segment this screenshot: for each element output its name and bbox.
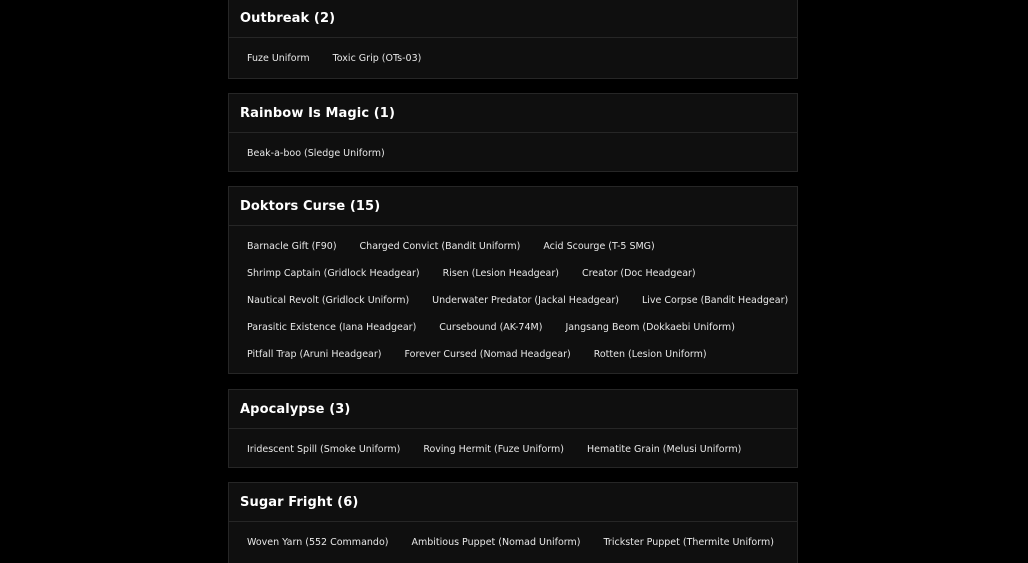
section-items xyxy=(229,38,797,72)
item-link[interactable]: Charged Convict (Bandit Uniform) xyxy=(359,241,521,252)
item-link[interactable]: Parasitic Existence (Iana Headgear) xyxy=(247,322,417,333)
section-doktors-curse xyxy=(228,186,798,374)
section-header xyxy=(229,187,797,226)
item-link[interactable]: Fuze Uniform xyxy=(247,53,310,64)
item-row xyxy=(235,341,797,368)
section-items xyxy=(229,522,797,556)
item-row xyxy=(235,260,797,287)
item-link[interactable]: Acid Scourge (T-5 SMG) xyxy=(543,241,655,252)
item-link[interactable]: Iridescent Spill (Smoke Uniform) xyxy=(247,444,401,455)
section-sugar-fright xyxy=(228,482,798,563)
item-link[interactable]: Underwater Predator (Jackal Headgear) xyxy=(432,295,619,306)
item-row xyxy=(235,314,797,341)
item-row xyxy=(235,529,797,556)
item-row xyxy=(235,140,797,167)
section-apocalypse xyxy=(228,389,798,468)
item-row xyxy=(235,233,797,260)
item-link[interactable]: Rotten (Lesion Uniform) xyxy=(593,349,707,360)
section-items xyxy=(229,226,797,368)
item-link[interactable]: Ambitious Puppet (Nomad Uniform) xyxy=(411,537,581,548)
item-link[interactable]: Woven Yarn (552 Commando) xyxy=(247,537,389,548)
item-link[interactable]: Trickster Puppet (Thermite Uniform) xyxy=(603,537,774,548)
item-link[interactable]: Beak-a-boo (Sledge Uniform) xyxy=(247,148,385,159)
section-items xyxy=(229,133,797,167)
item-row xyxy=(235,436,797,463)
section-title: Apocalypse (3) xyxy=(240,401,351,417)
item-link[interactable]: Roving Hermit (Fuze Uniform) xyxy=(423,444,564,455)
section-title: Outbreak (2) xyxy=(240,10,336,26)
item-link[interactable]: Hematite Grain (Melusi Uniform) xyxy=(587,444,742,455)
item-row xyxy=(235,287,797,314)
section-items xyxy=(229,429,797,463)
item-link[interactable]: Shrimp Captain (Gridlock Headgear) xyxy=(247,268,420,279)
section-header xyxy=(229,94,797,133)
section-header xyxy=(229,390,797,429)
section-outbreak xyxy=(228,0,798,79)
section-header xyxy=(229,0,797,38)
section-title: Sugar Fright (6) xyxy=(240,494,359,510)
section-title: Doktors Curse (15) xyxy=(240,198,381,214)
item-link[interactable]: Nautical Revolt (Gridlock Uniform) xyxy=(247,295,410,306)
item-link[interactable]: Risen (Lesion Headgear) xyxy=(442,268,559,279)
item-link[interactable]: Pitfall Trap (Aruni Headgear) xyxy=(247,349,382,360)
section-title: Rainbow Is Magic (1) xyxy=(240,105,395,121)
item-link[interactable]: Creator (Doc Headgear) xyxy=(581,268,696,279)
item-link[interactable]: Toxic Grip (OTs-03) xyxy=(332,53,422,64)
section-rainbow-is-magic xyxy=(228,93,798,172)
section-header xyxy=(229,483,797,522)
item-row xyxy=(235,45,797,72)
item-link[interactable]: Live Corpse (Bandit Headgear) xyxy=(641,295,789,306)
item-link[interactable]: Barnacle Gift (F90) xyxy=(247,241,337,252)
item-link[interactable]: Jangsang Beom (Dokkaebi Uniform) xyxy=(565,322,735,333)
item-link[interactable]: Cursebound (AK-74M) xyxy=(439,322,543,333)
item-link[interactable]: Forever Cursed (Nomad Headgear) xyxy=(404,349,571,360)
